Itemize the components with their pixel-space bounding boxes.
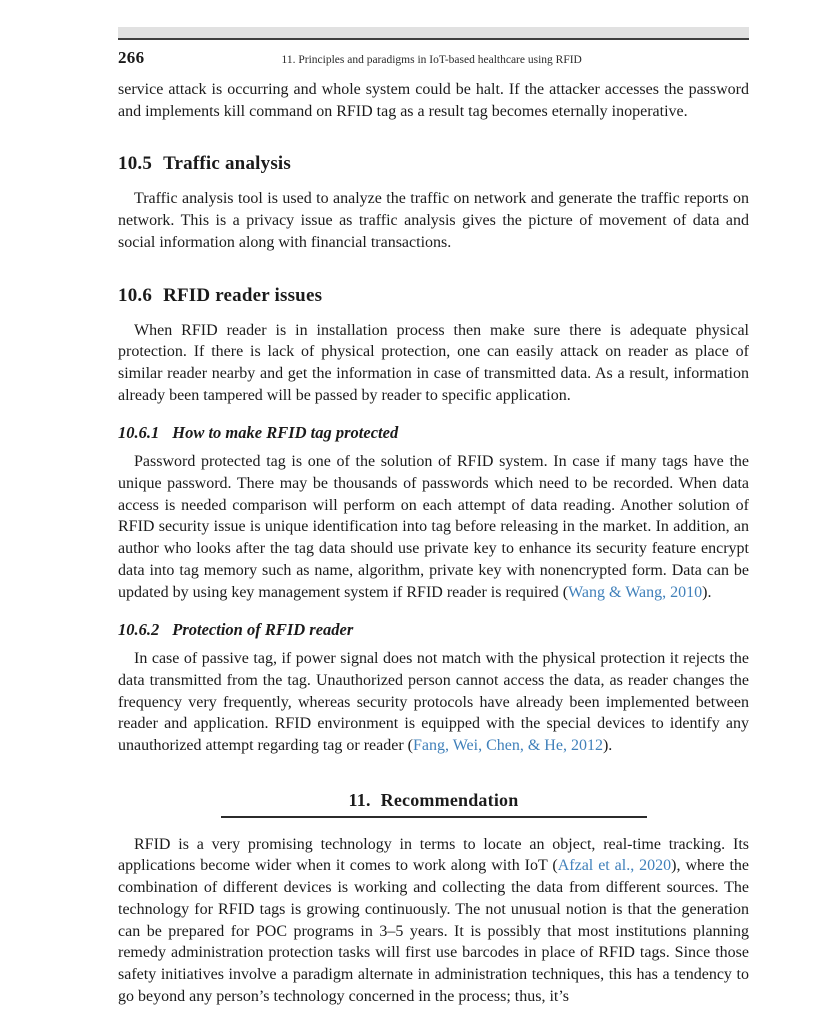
subsection-title: How to make RFID tag protected bbox=[172, 423, 399, 443]
section-title: Traffic analysis bbox=[163, 153, 291, 175]
section-heading-10-5 bbox=[118, 153, 749, 175]
paragraph: Traffic analysis tool is used to analyze the traffic on network and generate the traffic reports on network. This is a privacy issue as traffic analysis gives the picture of movement of data and social information along with financial transactions. bbox=[118, 190, 749, 251]
section-10-5 bbox=[118, 153, 749, 253]
paragraph-text: Password protected tag is one of the solution of RFID system. In case if many tags have the unique password. There may be thousands of passwords which need to be recorded. When data access is needed comparison will perform on each attempt of data reading. Another solution of RFID security issue is unique identification into tag before releasing in the market. In addition, an author who looks after the tag data should use private key to enhance its security feature encrypt data into tag memory such as name, algorithm, private key with nonencrypted form. Data can be updated by using key management system if RFID reader is required ( bbox=[118, 453, 749, 601]
subsection-number: 10.6.2 bbox=[118, 620, 160, 640]
section-number: 10.5 bbox=[118, 153, 153, 175]
section-heading-10-6 bbox=[118, 285, 749, 307]
paragraph bbox=[118, 834, 749, 1008]
section-heading-11 bbox=[118, 790, 749, 811]
subsection-10-6-2 bbox=[118, 620, 749, 757]
section-10-6 bbox=[118, 285, 749, 407]
subsection-10-6-1 bbox=[118, 423, 749, 603]
heading-underline-rule bbox=[221, 816, 647, 818]
page-number: 266 bbox=[118, 48, 145, 67]
paragraph-text: ), where the combination of different devices is working and collecting the data from different sources. The technology for RFID tags is growing continuously. The not unusual notion is that the generation can be prepared for POC programs in 3–5 years. It is possibly that most institutions planning remedy administration protection tasks will first use barcodes in place of RFID tags. Since those safety initiatives involve a paradigm alternate in administration techniques, this has a tendency to go beyond any person’s technology concerned in the process; thus, it’s bbox=[118, 857, 750, 1005]
paragraph-continuation: service attack is occurring and whole system could be halt. If the attacker accesses the password and implements kill command on RFID tag as a result tag becomes eternally inoperative. bbox=[118, 81, 749, 120]
citation-link-wang-wang-2010[interactable]: Wang & Wang, 2010 bbox=[568, 583, 703, 601]
paragraph: When RFID reader is in installation process then make sure there is adequate physical protection. If there is lack of physical protection, one can easily attack on reader as place of similar reader nearby and get the information in case of transmitted data. As a result, information already been tampered will be passed by reader to specific application. bbox=[118, 321, 749, 404]
section-11-recommendation bbox=[118, 790, 749, 1008]
page-content bbox=[118, 0, 749, 1007]
section-title: Recommendation bbox=[380, 789, 519, 810]
subsection-number: 10.6.1 bbox=[118, 423, 160, 443]
paragraph-text: ). bbox=[702, 583, 712, 601]
section-number: 11. bbox=[348, 789, 371, 810]
page-header bbox=[118, 27, 749, 70]
running-title: 11. Principles and paradigms in IoT-based healthcare using RFID bbox=[281, 54, 582, 66]
section-number: 10.6 bbox=[118, 284, 153, 306]
paragraph-text: RFID is a very promising technology in terms to locate an object, real-time tracking. Its applications become wider when it comes to work along with IoT ( bbox=[118, 835, 749, 875]
paragraph bbox=[118, 648, 749, 757]
header-rule-bar bbox=[118, 27, 749, 40]
subsection-heading-10-6-2 bbox=[118, 620, 749, 640]
citation-link-fang-wei-chen-he-2012[interactable]: Fang, Wei, Chen, & He, 2012 bbox=[412, 737, 603, 755]
subsection-title: Protection of RFID reader bbox=[172, 620, 354, 640]
paragraph bbox=[118, 451, 749, 603]
paragraph-text: ). bbox=[602, 737, 613, 755]
paragraph-text: In case of passive tag, if power signal does not match with the physical protection it rejects the data transmitted from the tag. Unauthorized person cannot access the data, as reader changes the frequency very frequently, whereas security protocols have already been implemented between reader and application. RFID environment is equipped with the special devices to identify any unauthorized attempt regarding tag or reader ( bbox=[118, 650, 749, 755]
header-row bbox=[118, 48, 749, 70]
subsection-heading-10-6-1 bbox=[118, 423, 749, 443]
section-title: RFID reader issues bbox=[163, 284, 323, 306]
citation-link-afzal-et-al-2020[interactable]: Afzal et al., 2020 bbox=[557, 857, 672, 875]
page-body bbox=[118, 79, 749, 1007]
